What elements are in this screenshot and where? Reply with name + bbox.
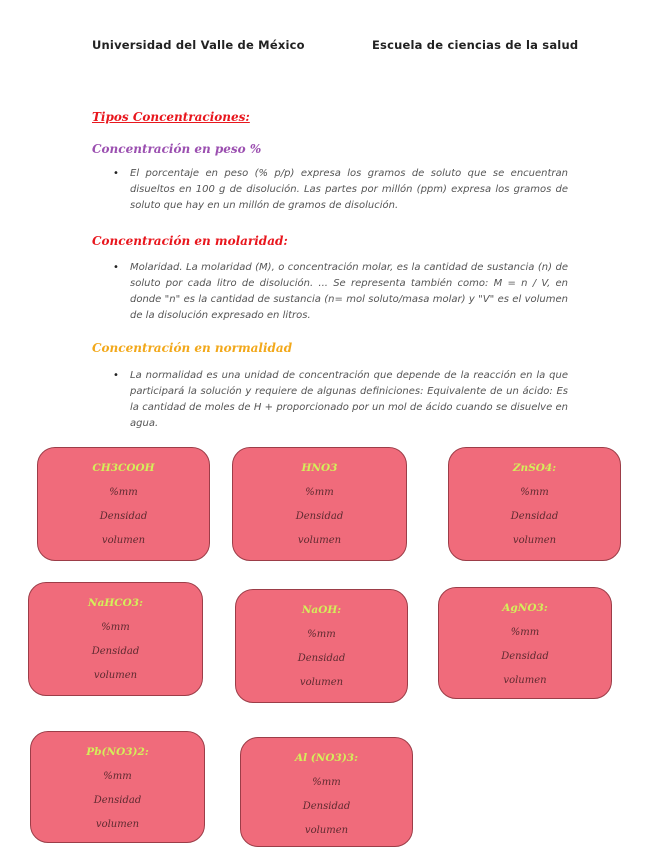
card-title: NaOH: <box>301 604 342 616</box>
card-title: Pb(NO3)2: <box>86 746 149 758</box>
card-line-volumen: volumen <box>101 535 146 546</box>
header-school: Escuela de ciencias de la salud <box>372 38 579 52</box>
card-line-mm: %mm <box>307 629 336 640</box>
bullet-text-molaridad: Molaridad. La molaridad (M), o concentración molar, es la cantidad de sustancia (n) de soluto por cada litro de disolución. ... Se representa también como: M = n / V, en donde "n" es la cantidad de sustancia (n= mol soluto/masa molar) y "V" es el volumen de la disolución expresado en litros. <box>130 262 568 321</box>
bullet-dot: • <box>113 168 119 179</box>
card-nahco3 <box>28 582 203 696</box>
card-line-mm: %mm <box>101 622 130 633</box>
bullet-peso <box>113 166 568 214</box>
card-line-mm: %mm <box>520 487 549 498</box>
card-line-densidad: Densidad <box>99 511 148 522</box>
card-title: Al (NO3)3: <box>295 752 358 764</box>
card-line-densidad: Densidad <box>295 511 344 522</box>
card-hno3 <box>232 447 407 561</box>
card-alno33 <box>240 737 413 847</box>
card-title: CH3COOH <box>92 462 155 474</box>
section-title-molaridad: Concentración en molaridad: <box>92 234 288 248</box>
card-line-mm: %mm <box>109 487 138 498</box>
card-znso4 <box>448 447 621 561</box>
header-university: Universidad del Valle de México <box>92 38 305 52</box>
section-title-peso: Concentración en peso % <box>92 142 262 156</box>
card-line-mm: %mm <box>103 771 132 782</box>
card-line-densidad: Densidad <box>302 801 351 812</box>
card-pbno32 <box>30 731 205 843</box>
card-agno3 <box>438 587 612 699</box>
section-title-normalidad: Concentración en normalidad <box>92 341 293 355</box>
bullet-dot: • <box>113 262 119 273</box>
card-line-volumen: volumen <box>304 825 349 836</box>
card-title: AgNO3: <box>502 602 548 614</box>
card-line-densidad: Densidad <box>501 651 549 662</box>
card-line-mm: %mm <box>305 487 334 498</box>
card-line-volumen: volumen <box>297 535 342 546</box>
card-title: NaHCO3: <box>87 597 143 609</box>
card-line-densidad: Densidad <box>93 795 142 806</box>
card-title: ZnSO4: <box>512 462 557 474</box>
bullet-dot: • <box>113 370 119 381</box>
card-line-volumen: volumen <box>95 819 140 830</box>
card-line-volumen: volumen <box>93 670 138 681</box>
card-line-mm: %mm <box>312 777 341 788</box>
card-line-volumen: volumen <box>512 535 557 546</box>
card-line-volumen: volumen <box>503 675 547 686</box>
card-line-volumen: volumen <box>299 677 344 688</box>
card-line-densidad: Densidad <box>297 653 346 664</box>
card-title: HNO3 <box>301 462 338 474</box>
card-naoh <box>235 589 408 703</box>
bullet-molaridad <box>113 260 568 324</box>
bullet-normalidad <box>113 368 568 432</box>
bullet-text-peso: El porcentaje en peso (% p/p) expresa los gramos de soluto que se encuentran disueltos en 100 g de disolución. Las partes por millón (ppm) expresa los gramos de soluto que hay en un millón de gramos de disolución. <box>130 168 568 211</box>
card-line-mm: %mm <box>510 627 540 638</box>
main-title: Tipos Concentraciones: <box>92 110 250 124</box>
bullet-text-normalidad: La normalidad es una unidad de concentración que depende de la reacción en la que participará la solución y requiere de algunas definiciones: Equivalente de un ácido: Es la cantidad de moles de H + proporcionado por un mol de ácido cuando se disuelve en agua. <box>130 370 568 429</box>
card-line-densidad: Densidad <box>510 511 559 522</box>
card-line-densidad: Densidad <box>91 646 140 657</box>
card-ch3cooh <box>37 447 210 561</box>
